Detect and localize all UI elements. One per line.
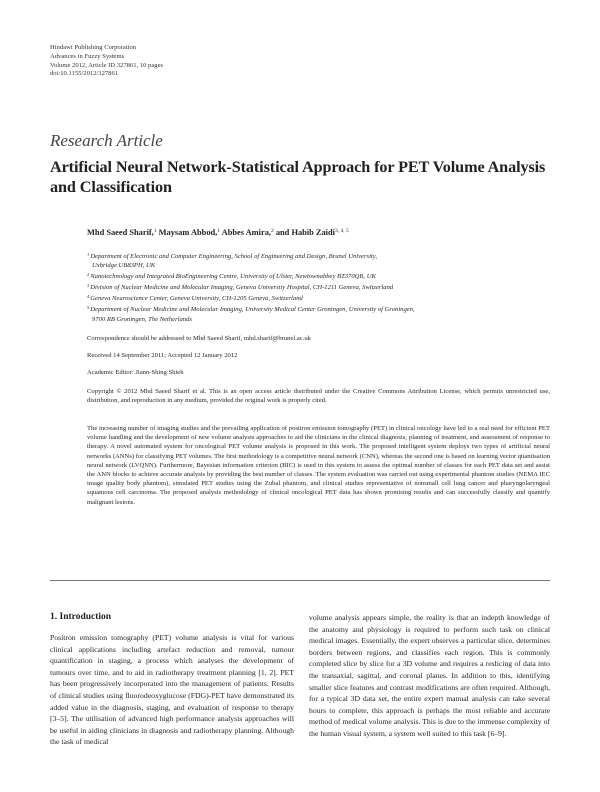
author-list: Mhd Saeed Sharif,$^1$ Maysam Abbod,$^1$ Abbes Amira,$^2$ and Habib Zaidi$^{3, 4, 5}$ xyxy=(87,228,349,237)
paper-title: Artificial Neural Network-Statistical Approach for PET Volume Analysis and Classification xyxy=(50,158,546,196)
body-column-right: volume analysis appears simple, the reality is that an indepth knowledge of the anatomy and physiology is required to perform such task on clinical medical images. Essentially, the expert observes a particular slice, determines borders between regions, and classifies each region. This is commonly completed slice by slice for a 3D volume and requires a reslicing of data into the transaxial, sagittal, and coronal planes. In addition to this, identifying smaller slice features and contrast modifications are often required. Although, for a typical 3D data set, the entire expert manual analysis can take several hours to complete, this approach is perhaps the most reliable and accurate method of medical volume analysis. This is due to the immense complexity of the human visual system, a system well suited to this task [6–9]. xyxy=(309,613,550,738)
doi-link[interactable]: doi:10.1155/2012/327861 xyxy=(50,70,119,78)
affiliation: $^2$Nanotechnology and Integrated BioEngineering Centre, University of Ulster, Newtownabbey BT370QB, UK xyxy=(87,272,376,281)
article-type: Research Article xyxy=(50,131,163,150)
author-affiliation-mark: 3, 4, 5 xyxy=(334,228,349,234)
affiliation-continuation: 9700 RB Groningen, The Netherlands xyxy=(92,315,192,323)
author-name: Abbes Amira, xyxy=(221,228,271,237)
section-heading-introduction: 1. Introduction xyxy=(50,612,112,622)
section-divider xyxy=(50,580,550,581)
copyright-notice: Copyright © 2012 Mhd Saeed Sharif et al. This is an open access article distributed under the Creative Commons Attribution License, which permits unrestricted use, distribution, and reproduction in any medium, provided the original work is properly cited. xyxy=(87,388,550,404)
journal-name: Advances in Fuzzy Systems xyxy=(50,52,125,60)
correspondence-line: Correspondence should be addressed to Mhd Saeed Sharif, mhd.sharif@brunel.ac.uk xyxy=(87,335,311,342)
body-column-left: Positron emission tomography (PET) volume analysis is vital for various clinical applications including artefact reduction and removal, tumour quantification in staging, a process which analyses the development of tumours over time, and to aid in radiotherapy treatment planning [1, 2]. PET has been progressively incorporated into the management of patients. Results of clinical studies using fluorodeoxyglucose (FDG)-PET have demonstrated its added value in the diagnosis, staging, and evaluation of response to therapy [3–5]. The utilisation of advanced high performance analysis approaches will be useful in aiding clinicians in diagnosis and radiotherapy planning. Although the task of medical xyxy=(50,633,294,747)
affiliation-list xyxy=(87,250,527,324)
author-name: Habib Zaidi xyxy=(291,228,335,237)
volume-info: Volume 2012, Article ID 327861, 10 pages xyxy=(50,61,164,69)
author-affiliation-mark: 1 xyxy=(217,228,221,234)
author-affiliation-mark: 2 xyxy=(270,228,274,234)
affiliation: $^5$Department of Nuclear Medicine and Molecular Imaging, University Medical Center Groningen, University of Groningen, xyxy=(87,305,415,314)
affiliation-continuation: Uxbridge UB83PH, UK xyxy=(92,262,156,270)
received-accepted-dates: Received 14 September 2011; Accepted 12 January 2012 xyxy=(87,352,238,359)
author-affiliation-mark: 1 xyxy=(153,228,157,234)
academic-editor: Academic Editor: Jiann-Shing Shieh xyxy=(87,369,184,376)
affiliation: $^4$Geneva Neuroscience Center, Geneva University, CH-1205 Geneva, Switzerland xyxy=(87,294,303,303)
affiliation: $^3$Division of Nuclear Medicine and Molecular Imaging, Geneva University Hospital, CH-1211 Geneva, Switzerland xyxy=(87,283,394,292)
abstract-text: The increasing number of imaging studies and the prevailing application of positron emission tomography (PET) in clinical oncology have led to a real need for efficient PET volume handling and the development of new volume analysis approaches to aid the clinicians in the clinical diagnosis, planning of treatment, and assessment of response to therapy. A novel automated system for oncological PET volume analysis is proposed in this work. The proposed intelligent system deploys two types of artificial neural networks (ANNs) for classifying PET volumes. The first methodology is a competitive neural network (CNN), whereas the second one is based on learning vector quantisation neural network (LVQNN). Furthermore, Bayesian information criterion (BIC) is used in this system to assess the optimal number of classes for each PET data set and assist the ANN blocks to achieve accurate analysis by providing the best number of classes. The system evaluation was carried out using experimental phantom studies (NEMA IEC image quality body phantom), simulated PET studies using the Zubal phantom, and clinical studies representative of nonsmall cell lung cancer and pharyngolaryngeal squamous cell carcinoma. The proposed analysis methodology of clinical oncological PET data has shown promising results and can successfully classify and quantify malignant lesions. xyxy=(87,425,550,506)
publisher-name: Hindawi Publishing Corporation xyxy=(50,44,137,51)
journal-header xyxy=(50,44,163,79)
affiliation: $^1$Department of Electronic and Computer Engineering, School of Engineering and Design, Brunel University, xyxy=(87,252,377,260)
author-name: Mhd Saeed Sharif, xyxy=(87,228,154,237)
author-name: Maysam Abbod, xyxy=(158,228,218,237)
